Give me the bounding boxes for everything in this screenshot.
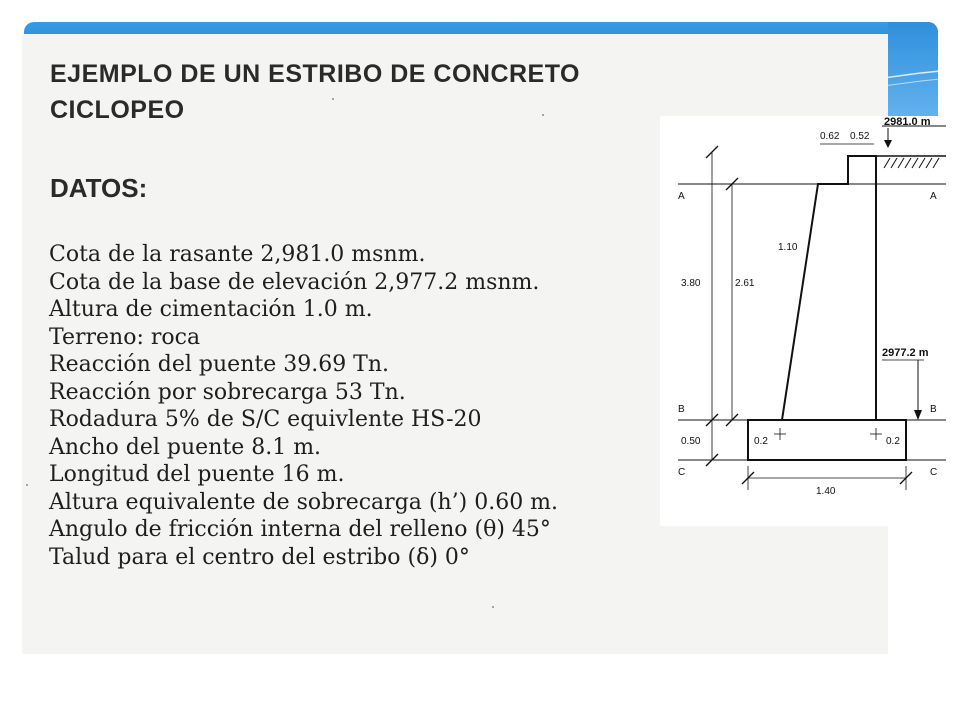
section-a-left: A [678, 191, 685, 202]
base-elevation-arrow [914, 410, 922, 420]
list-item: Terreno: roca [49, 324, 201, 350]
list-item: Ancho del puente 8.1 m. [49, 434, 322, 460]
data-list [49, 241, 558, 571]
dim-top-right: 0.52 [850, 131, 870, 142]
slope-label: 1.10 [778, 242, 798, 253]
section-b-right: B [930, 404, 937, 415]
list-item: Longitud del puente 16 m. [49, 462, 345, 487]
section-c-left: C [678, 467, 686, 478]
footing-height-label: 0.50 [681, 436, 701, 447]
document-title-line1: EJEMPLO DE UN ESTRIBO DE CONCRETO [50, 60, 580, 88]
list-item: Reacción por sobrecarga 53 Tn. [49, 379, 406, 405]
footing-left-offset: 0.2 [754, 436, 768, 447]
top-elevation-label: 2981.0 m [884, 116, 931, 128]
scan-speck [492, 606, 494, 608]
top-elevation-arrow [884, 140, 892, 148]
abutment-stem [782, 156, 876, 420]
footing [748, 420, 906, 460]
scan-speck [542, 114, 544, 116]
ground-hatch [884, 158, 939, 168]
scan-speck [26, 484, 28, 486]
footing-right-offset: 0.2 [886, 436, 900, 447]
list-item: Altura de cimentación 1.0 m. [49, 297, 373, 322]
list-item: Angulo de fricción interna del relleno (θ) 45° [49, 517, 551, 542]
section-c-right: C [930, 467, 938, 478]
abutment-diagram [660, 116, 956, 526]
section-a-right: A [930, 191, 937, 202]
list-item: Cota de la base de elevación 2,977.2 msnm. [49, 269, 540, 295]
base-elevation-label: 2977.2 m [882, 347, 929, 359]
footing-width-label: 1.40 [816, 486, 836, 497]
document-title-line2: CICLOPEO [50, 96, 185, 124]
scan-speck [332, 98, 334, 100]
total-height-label: 3.80 [681, 278, 701, 289]
list-item: Altura equivalente de sobrecarga (h’) 0.60 m. [49, 489, 559, 515]
section-b-left: B [678, 404, 685, 415]
list-item: Rodadura 5% de S/C equivlente HS-20 [49, 407, 482, 432]
list-item: Talud para el centro del estribo (δ) 0° [49, 544, 470, 570]
dim-top-left: 0.62 [820, 131, 840, 142]
stem-height-label: 2.61 [735, 278, 755, 289]
list-item: Cota de la rasante 2,981.0 msnm. [49, 242, 426, 267]
list-item: Reacción del puente 39.69 Tn. [49, 352, 390, 377]
section-heading: DATOS: [50, 173, 148, 203]
abutment-drawing [660, 116, 956, 526]
